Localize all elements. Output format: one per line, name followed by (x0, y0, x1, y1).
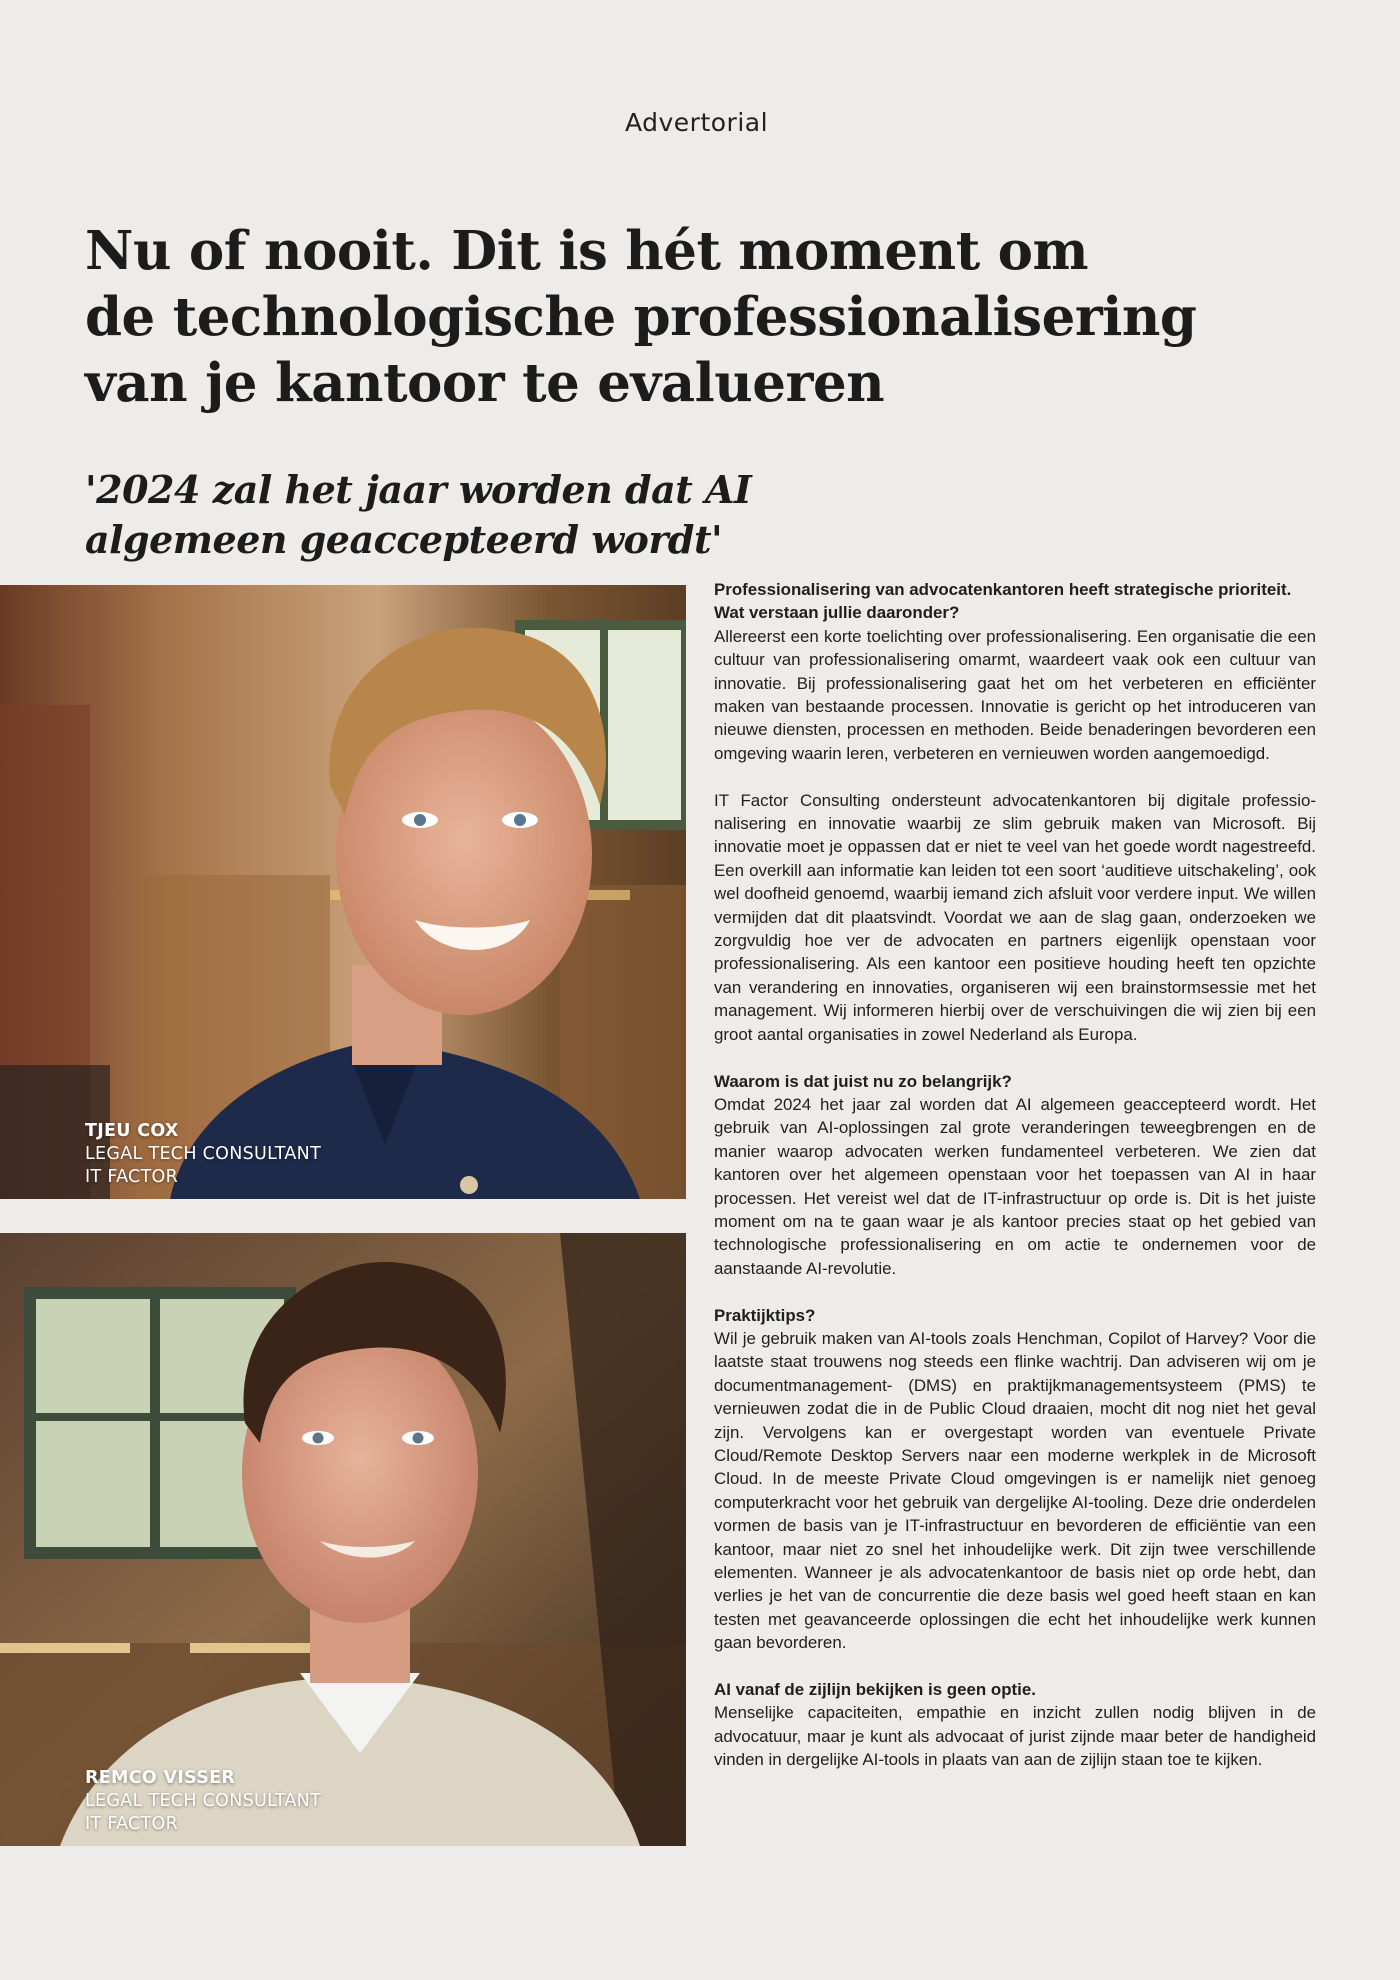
article-section (714, 578, 1316, 765)
article-paragraph: Menselijke capaciteiten, empathie en inzicht zullen nodig blijven in de advocatuur, maar je kunt als advocaat of jurist zijnde maar beter de handigheid vinden in dergelijke AI-tools in plaats van aan de zijlijn staan toe te kijken. (714, 1703, 1316, 1770)
article-question: Professionalisering van advocatenkantoren heeft strategische prioriteit. Wat verstaan jullie daaronder? (714, 580, 1292, 623)
article-paragraph: Wil je gebruik maken van AI-tools zoals Henchman, Copilot of Harvey? Voor die laatste staat trouwens nog steeds een flinke wachtrij. Dan adviseren wij om je documentmanagement- (DMS) en praktijkmanagementsysteem (PMS) te vernieuwen zodat die in de Public Cloud draaien, mocht dit nog niet het geval zijn. Vervolgens kan er overgestapt worden van eventuele Private Cloud/Remote Desktop Servers naar een moderne werkplek in de Microsoft Cloud. In de meeste Private Cloud omgevingen is er namelijk niet genoeg computerkracht voor het gebruik van dergelijke AI-tooling. Deze drie onderdelen vormen de basis van je IT-infrastructuur en bevorderen de efficiëntie van een kantoor, maar niet zo snel het inhoudelijke werk. Dit zijn twee verschillende elementen. Wanneer je als advocatenkantoor de basis niet op orde hebt, dan verlies je het van de concurrentie die deze basis wel goed heeft staan en kan testen met geavanceerde oplossingen die echt het inhoudelijke werk kunnen gaan bevorderen. (714, 1328, 1316, 1653)
headline-line: van je kantoor te evalueren (85, 352, 885, 414)
article-paragraph: Allereerst een korte toelichting over professionalisering. Een organisatie die een cultuur van professionalisering omarmt, waardeert vaak ook een cultuur van innovatie. Bij professionalisering gaat het om het verbeteren en efficiënter maken van bestaande processen. Innovatie is gericht op het introduceren van nieuwe diensten, processen en methoden. Beide benaderingen bevorderen een omgeving waarin leren, verbeteren en vernieuwen worden aangemoedigd. (714, 626, 1316, 763)
pull-quote (85, 465, 785, 565)
person-company: IT FACTOR (85, 1167, 179, 1187)
portrait-photo-remco-visser (0, 1233, 686, 1846)
headline-line: Nu of nooit. Dit is hét moment om (85, 220, 1089, 282)
portrait-image (0, 585, 686, 1199)
article-section (714, 1678, 1316, 1772)
portrait-image (0, 1233, 686, 1846)
advertorial-label: Advertorial (624, 108, 769, 137)
article-question: Praktijktips? (714, 1305, 816, 1325)
headline-line: de technologische professionalisering (85, 286, 1197, 348)
article-section (714, 789, 1316, 1046)
person-role: LEGAL TECH CONSULTANT (85, 1144, 322, 1164)
pull-quote-line: '2024 zal het jaar worden dat AI (85, 467, 752, 512)
pull-quote-line: algemeen geaccepteerd wordt' (85, 517, 723, 562)
portrait-photo-tjeu-cox (0, 585, 686, 1199)
photo-caption (85, 1767, 321, 1836)
person-company: IT FACTOR (85, 1814, 179, 1834)
article-section (714, 1070, 1316, 1281)
article-section (714, 1304, 1316, 1655)
article-question: Waarom is dat juist nu zo belangrijk? (714, 1071, 1012, 1091)
article-paragraph: IT Factor Consulting ondersteunt advocatenkantoren bij digitale professionalisering en innovatie waarbij ze slim gebruik maken van Microsoft. Bij innovatie moet je oppassen dat er niet te veel van het goede wordt nagestreefd. Een overkill aan informatie kan leiden tot een soort ‘auditieve uitschakeling’, ook wel doofheid genoemd, waarbij iemand zich afsluit voor verdere input. We willen vermijden dat dit plaatsvindt. Voordat we aan de slag gaan, onderzoeken we zorgvuldig hoe ver de advocaten en partners eigenlijk openstaan voor professionalisering. Als een kantoor een positieve houding heeft ten opzichte van verandering en innovaties, organiseren wij een brainstormsessie met het management. Wij informeren hierbij over de verschuivingen die wij zien bij een groot aantal organisaties in zowel Nederland als Europa. (714, 790, 1316, 1044)
article-question: AI vanaf de zijlijn bekijken is geen optie. (714, 1680, 1036, 1700)
person-name: REMCO VISSER (85, 1768, 236, 1788)
article-paragraph: Omdat 2024 het jaar zal worden dat AI algemeen geaccepteerd wordt. Het gebruik van AI-oplossingen zal grote veranderingen teweegbrengen en de manier waarop advocaten werken fundamenteel verbeteren. We zien dat kantoren over het algemeen openstaan voor het toepassen van AI in haar processen. Het vereist wel dat de IT-infrastructuur op orde is. Dit is het juiste moment om na te gaan waar je als kantoor precies staat op het gebied van technologische professionalisering en om actie te ondernemen voor de aanstaande AI-revolutie. (714, 1094, 1316, 1278)
headline (85, 218, 1265, 416)
person-name: TJEU COX (85, 1121, 179, 1141)
article-body (714, 578, 1316, 1795)
person-role: LEGAL TECH CONSULTANT (85, 1791, 322, 1811)
photo-caption (85, 1120, 321, 1189)
